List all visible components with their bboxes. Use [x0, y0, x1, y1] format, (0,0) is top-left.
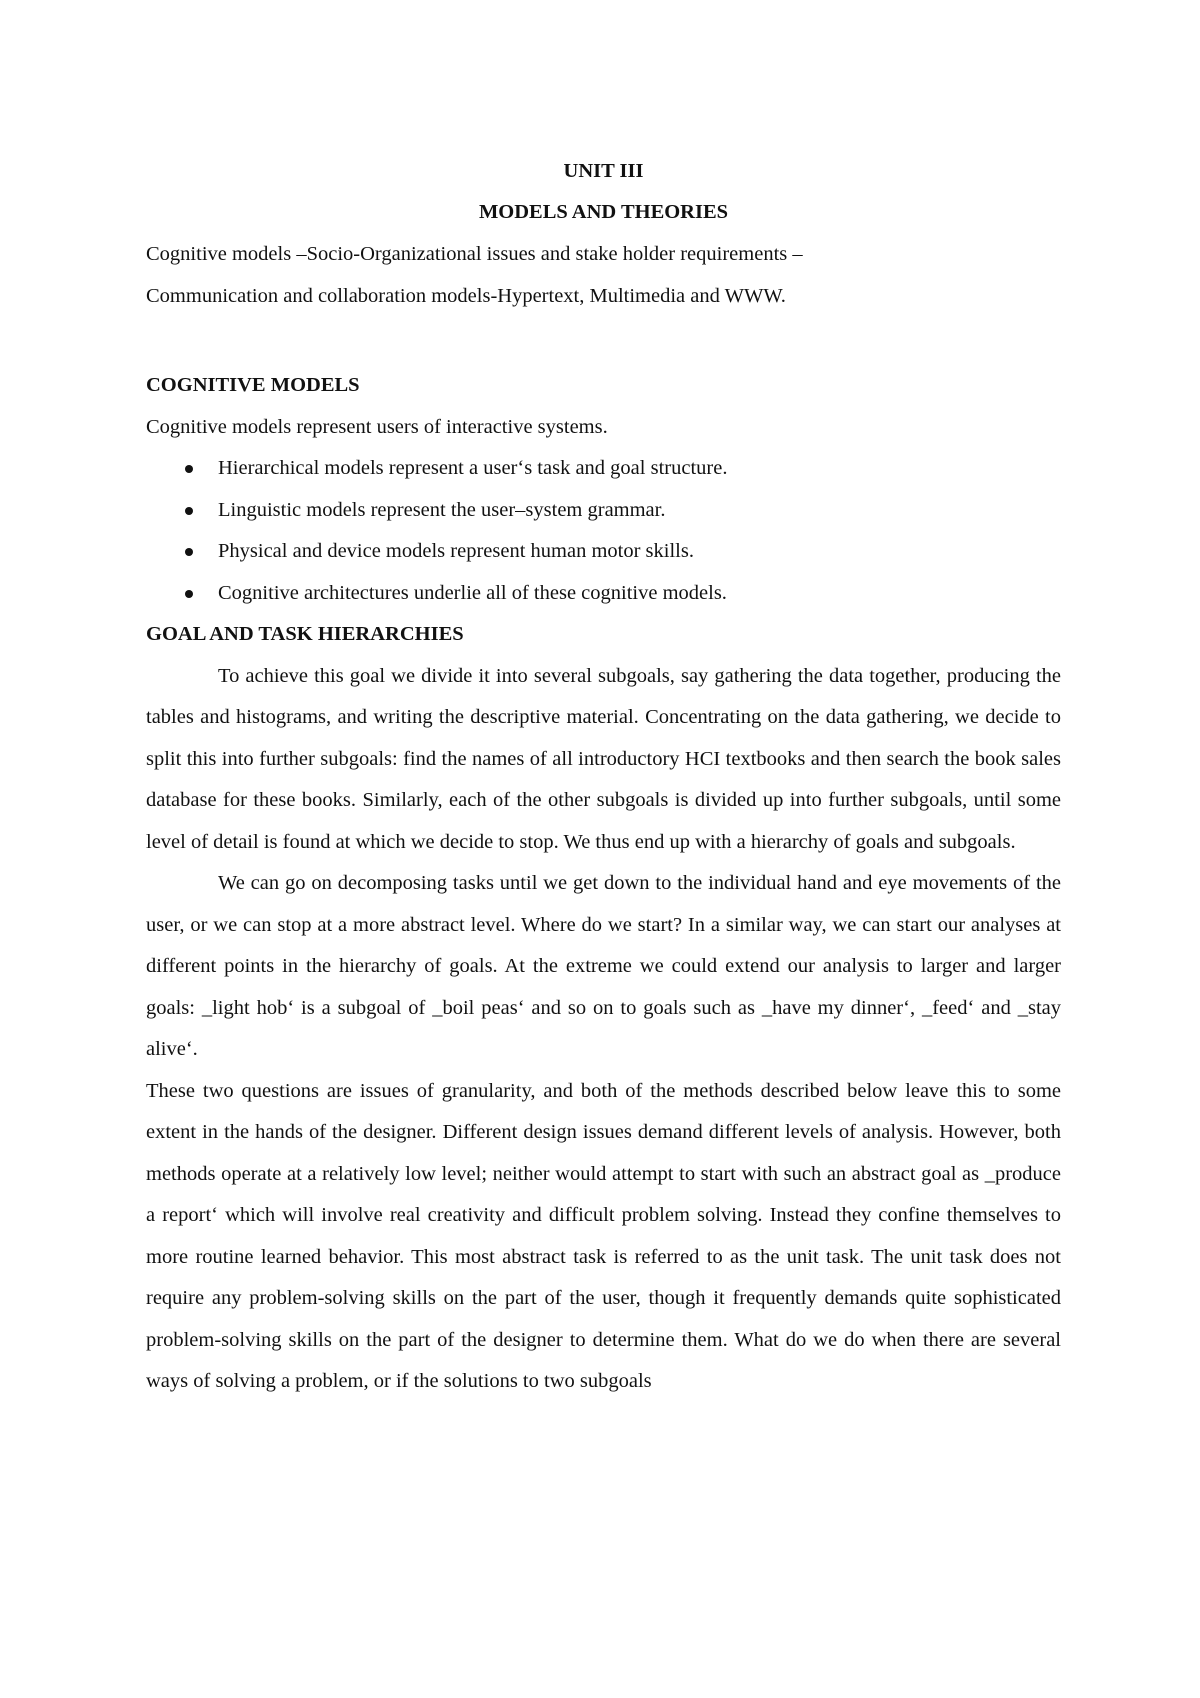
document-page: [146, 150, 1061, 1403]
list-item-text: Hierarchical models represent a user‘s task and goal structure.: [218, 457, 728, 479]
list-item: [146, 531, 1061, 573]
list-item: [146, 573, 1061, 615]
section-heading-cognitive-models: COGNITIVE MODELS: [146, 374, 360, 396]
spacer: [146, 317, 1061, 365]
bullet-icon: [185, 548, 193, 556]
paragraph: To achieve this goal we divide it into several subgoals, say gathering the data together, producing the tables and histograms, and writing the descriptive material. Concentrating on the data gathering, we decide to split this into further subgoals: find the names of all introductory HCI textbooks and then search the book sales database for these books. Similarly, each of the other subgoals is divided up into further subgoals, until some level of detail is found at which we decide to stop. We thus end up with a hierarchy of goals and subgoals.: [146, 664, 1061, 853]
cognitive-models-list: [146, 448, 1061, 614]
syllabus-line-2: Communication and collaboration models-Hypertext, Multimedia and WWW.: [146, 284, 786, 307]
cognitive-models-intro: Cognitive models represent users of interactive systems.: [146, 415, 608, 438]
list-item-text: Physical and device models represent human motor skills.: [218, 540, 694, 562]
paragraph: These two questions are issues of granularity, and both of the methods described below leave this to some extent in the hands of the designer. Different design issues demand different levels of analysis. However, both methods operate at a relatively low level; neither would attempt to start with such an abstract goal as _produce a report‘ which will involve real creativity and difficult problem solving. Instead they confine themselves to more routine learned behavior. This most abstract task is referred to as the unit task. The unit task does not require any problem-solving skills on the part of the user, though it frequently demands quite sophisticated problem-solving skills on the part of the designer to determine them. What do we do when there are several ways of solving a problem, or if the solutions to two subgoals: [146, 1079, 1061, 1392]
section-heading-goal-task-hierarchies: GOAL AND TASK HIERARCHIES: [146, 623, 464, 645]
unit-heading: UNIT III: [563, 160, 644, 182]
syllabus-line-1: Cognitive models –Socio-Organizational issues and stake holder requirements –: [146, 243, 803, 265]
page-title: MODELS AND THEORIES: [478, 201, 729, 223]
paragraph: We can go on decomposing tasks until we get down to the individual hand and eye movements of the user, or we can stop at a more abstract level. Where do we start? In a similar way, we can start our analyses at different points in the hierarchy of goals. At the extreme we could extend our analysis to larger and larger goals: _light hob‘ is a subgoal of _boil peas‘ and so on to goals such as _have my dinner‘, _feed‘ and _stay alive‘.: [146, 872, 1061, 1060]
list-item-text: Linguistic models represent the user–system grammar.: [218, 498, 666, 521]
bullet-icon: [185, 590, 193, 598]
list-item-text: Cognitive architectures underlie all of these cognitive models.: [218, 581, 727, 604]
list-item: [146, 490, 1061, 532]
bullet-icon: [185, 465, 193, 473]
bullet-icon: [185, 507, 193, 515]
list-item: [146, 448, 1061, 490]
